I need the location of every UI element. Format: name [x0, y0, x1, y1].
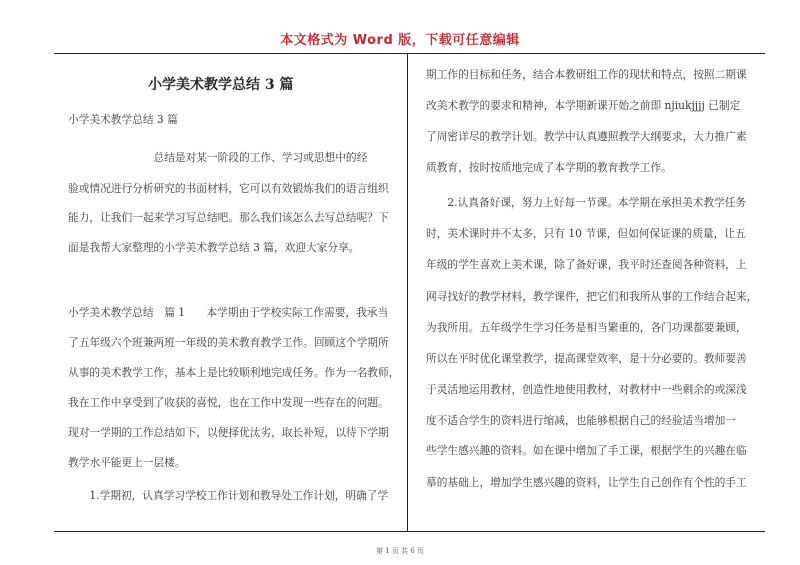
- text-line: 我在工作中享受到了收获的喜悦，也在工作中发现一些存在的问题。: [68, 396, 389, 409]
- text-line: 能力，让我们一起来学习写总结吧。那么我们该怎么去写总结呢？下: [68, 211, 389, 224]
- text-line: 验或情况进行分析研究的书面材料，它可以有效锻炼我们的语言组织: [68, 182, 389, 195]
- text-line: 改美术教学的要求和精神，本学期新课开始之前即 njiukjjjj 已制定: [426, 99, 741, 112]
- text-line: 些学生感兴趣的资料。如在课中增加了手工课，根据学生的兴趣在临: [426, 444, 747, 457]
- text-line: 从事的美术教学工作，基本上是比较顺利地完成任务。作为一名教师，: [68, 366, 400, 379]
- bottom-divider: [54, 531, 765, 532]
- text-line: 面是我帮大家整理的小学美术教学总结 3 篇，欢迎大家分享。: [68, 241, 360, 254]
- text-line: 了五年级六个班兼两班一年级的美术教育教学工作。回顾这个学期所: [68, 336, 389, 349]
- text-line: 教学水平能更上一层楼。: [68, 456, 186, 469]
- text-line: 为我所用。五年级学生学习任务是相当繁重的，各门功课都要兼顾，: [426, 321, 747, 334]
- page-footer: 第 1 页 共 6 页: [375, 547, 425, 555]
- text-line: 网寻找好的教学材料，教学课件，把它们和我所从事的工作结合起来，: [426, 290, 758, 303]
- top-divider: [54, 53, 765, 54]
- text-line: 了周密详尽的教学计划。教学中认真遵照教学大纲要求，大力推广素: [426, 130, 747, 143]
- text-line: 现对一学期的工作总结如下，以便择优汰劣，取长补短，以待下学期: [68, 426, 389, 439]
- word-format-banner: 本文格式为 Word 版，下载可任意编辑: [280, 33, 520, 48]
- text-line: 小学美术教学总结 3 篇: [68, 113, 178, 126]
- text-line: 小学美术教学总结 篇 1 本学期由于学校实际工作需要，我承当: [68, 306, 389, 319]
- text-line: 期工作的目标和任务，结合本教研组工作的现状和特点，按照二期课: [426, 68, 747, 81]
- text-line: 摹的基础上，增加学生感兴趣的资料，让学生自己创作有个性的手工: [426, 476, 747, 489]
- text-line: 年级的学生喜欢上美术课，除了备好课，我平时还查阅各种资料，上: [426, 258, 747, 271]
- text-line: 于灵活地运用教材，创造性地使用教材，对教材中一些剩余的或深浅: [426, 383, 747, 396]
- text-line: 时，美术课时并不太多，只有 10 节课，但如何保证课的质量，让五: [426, 227, 746, 240]
- text-line: 质教育，按时按质地完成了本学期的教育教学工作。: [426, 161, 672, 174]
- text-line: 度不适合学生的资料进行缩减，也能够根据自己的经验适当增加一: [426, 414, 736, 427]
- text-line: 总结是对某一阶段的工作、学习或思想中的经: [68, 151, 368, 164]
- text-line: 所以在平时优化课堂教学，提高课堂效率，是十分必要的。教师要善: [426, 352, 747, 365]
- text-line: 2.认真备好课，努力上好每一节课。本学期在承担美术教学任务: [426, 196, 747, 209]
- text-line: 1.学期初，认真学习学校工作计划和教导处工作计划，明确了学: [68, 489, 389, 502]
- column-divider: [407, 53, 408, 531]
- document-title: 小学美术教学总结 3 篇: [148, 77, 294, 93]
